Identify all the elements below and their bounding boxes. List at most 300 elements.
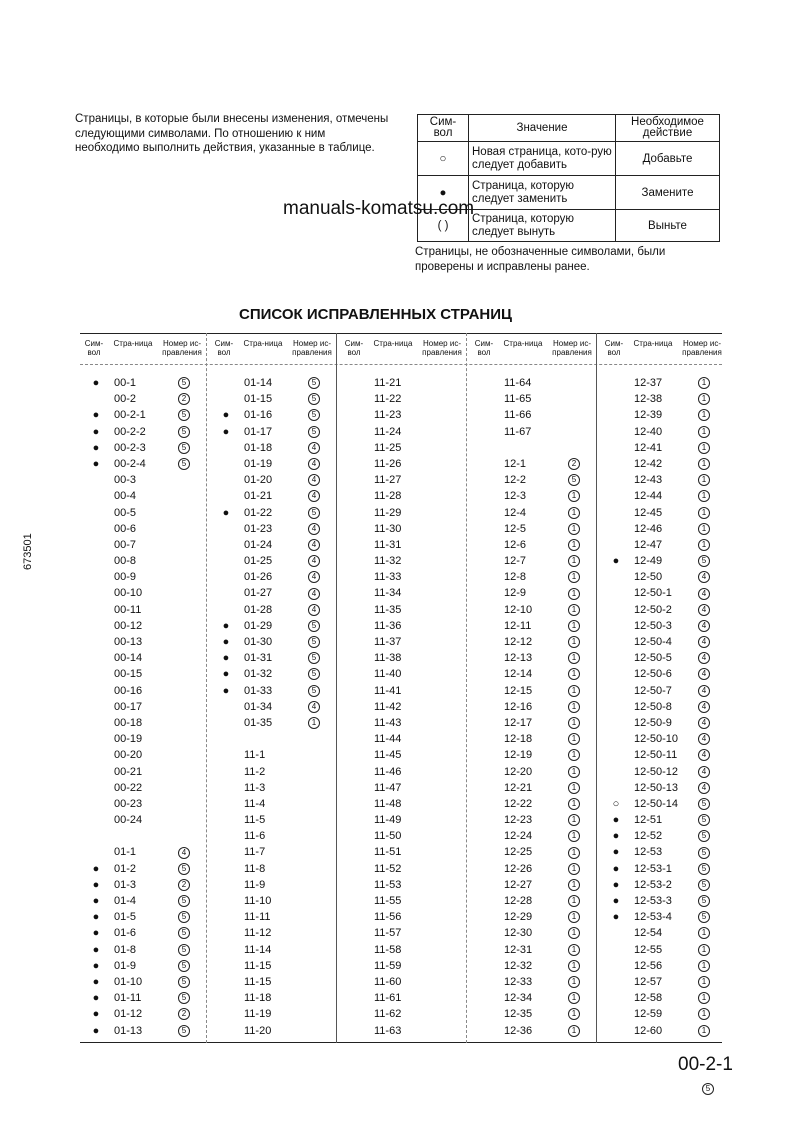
list-item (600, 553, 730, 569)
revision-number: 4 (694, 650, 714, 666)
page-code: 11-45 (374, 749, 402, 762)
page-code: 01-14 (244, 377, 273, 389)
revision-number: 1 (694, 925, 714, 941)
list-item (210, 812, 340, 828)
revision-number: 2 (564, 456, 584, 472)
column-header-symbol: Сим-вол (344, 339, 364, 357)
list-item (340, 683, 470, 699)
legend-header-meaning: Значение (469, 115, 616, 142)
list-item (340, 974, 470, 990)
list-item (340, 715, 470, 731)
page-code: 01-4 (114, 895, 137, 907)
page-code: 01-13 (114, 1024, 143, 1037)
list-item (80, 569, 210, 585)
page-code: 01-25 (244, 555, 273, 568)
revision-symbol: ● (92, 992, 100, 1005)
revision-number: 1 (564, 521, 584, 537)
page-code: 11-26 (374, 457, 402, 470)
revision-number: 5 (694, 909, 714, 925)
list-item (600, 925, 730, 941)
list-item (80, 828, 210, 844)
page-code: 11-57 (374, 927, 402, 940)
revision-number: 4 (694, 618, 714, 634)
list-item (210, 942, 340, 958)
list-item (210, 407, 340, 423)
revision-number: 4 (694, 585, 714, 601)
column-header-page: Стра-ница (373, 339, 413, 348)
revision-number: 1 (694, 537, 714, 553)
revision-number: 5 (174, 424, 194, 440)
symbol-legend-table (417, 114, 720, 242)
list-item (340, 1023, 470, 1039)
revision-number: 4 (694, 699, 714, 715)
page-code: 11-34 (374, 587, 402, 600)
list-item (600, 699, 730, 715)
revision-number: 1 (564, 990, 584, 1006)
page-code: 12-22 (504, 797, 533, 810)
list-item (470, 585, 600, 601)
page-code: 12-50-4 (634, 636, 672, 648)
list-item (340, 472, 470, 488)
list-item (340, 569, 470, 585)
revision-number: 1 (564, 683, 584, 699)
page-code: 11-9 (244, 878, 266, 891)
list-item (80, 650, 210, 666)
list-item (600, 747, 730, 763)
list-item (470, 844, 600, 860)
revision-number: 5 (174, 440, 194, 456)
list-item (210, 893, 340, 909)
list-item (210, 602, 340, 618)
list-item (80, 893, 210, 909)
list-item (600, 666, 730, 682)
revision-number: 5 (174, 925, 194, 941)
page-code: 12-27 (504, 878, 533, 891)
page-code: 12-50-9 (634, 716, 672, 729)
column-header-symbol: Сим-вол (604, 339, 624, 357)
list-item (600, 521, 730, 537)
revision-number: 4 (304, 537, 324, 553)
page-code: 12-16 (504, 700, 533, 713)
revision-number: 5 (304, 683, 324, 699)
revision-symbol: ● (222, 619, 230, 632)
page-code: 11-10 (244, 895, 272, 907)
page-code: 11-49 (374, 814, 402, 827)
page-code: 11-28 (374, 490, 402, 503)
page-code: 00-13 (114, 636, 143, 648)
page-code: 01-2 (114, 862, 137, 875)
page-code: 12-39 (634, 409, 663, 422)
page-code: 11-20 (244, 1024, 272, 1037)
revision-number: 5 (174, 958, 194, 974)
list-item (210, 780, 340, 796)
page-code: 11-31 (374, 538, 402, 551)
list-item (80, 521, 210, 537)
page-code: 12-29 (504, 911, 533, 924)
page-code: 01-35 (244, 716, 273, 729)
list-item (210, 650, 340, 666)
list-item (340, 699, 470, 715)
page-code: 12-50-10 (634, 733, 679, 746)
list-item (340, 925, 470, 941)
revision-number: 1 (564, 812, 584, 828)
list-item (80, 844, 210, 860)
list-item (600, 440, 730, 456)
list-item (340, 828, 470, 844)
page-code: 12-55 (634, 943, 663, 956)
page-code: 11-63 (374, 1024, 402, 1037)
list-item (80, 618, 210, 634)
list-item (210, 488, 340, 504)
list-item (600, 650, 730, 666)
list-item (470, 683, 600, 699)
page-code: 12-1 (504, 457, 527, 470)
list-item (340, 650, 470, 666)
revision-symbol: ● (92, 911, 100, 924)
page-code: 01-11 (114, 992, 142, 1005)
page-revision (702, 1080, 714, 1098)
list-item (340, 375, 470, 391)
page-code: 12-42 (634, 457, 663, 470)
list-item (210, 618, 340, 634)
list-column (80, 333, 210, 1043)
page-code: 11-30 (374, 522, 402, 535)
revision-number: 4 (694, 683, 714, 699)
column-header-rev: Номер ис-правления (682, 339, 722, 357)
list-item (340, 747, 470, 763)
page-code: 11-8 (244, 862, 266, 875)
page-code: 00-10 (114, 587, 143, 600)
page-code: 00-9 (114, 571, 137, 584)
page-code: 12-54 (634, 927, 663, 940)
page-revision-mark: 5 (702, 1083, 714, 1095)
revision-symbol: ● (92, 943, 100, 956)
list-item (80, 1023, 210, 1039)
page-code: 12-53-3 (634, 895, 672, 907)
page-code: 11-2 (244, 765, 266, 778)
revision-number: 1 (564, 747, 584, 763)
page-code: 00-2-3 (114, 441, 146, 454)
list-item (210, 731, 340, 747)
page-code: 00-20 (114, 749, 143, 762)
page-code: 11-6 (244, 830, 266, 843)
list-item (210, 521, 340, 537)
list-item (470, 375, 600, 391)
column-header-page: Стра-ница (503, 339, 543, 348)
revision-number: 4 (694, 780, 714, 796)
list-item (340, 780, 470, 796)
list-item (470, 488, 600, 504)
list-item (600, 942, 730, 958)
page-code: 01-32 (244, 668, 273, 681)
page-code: 00-2-4 (114, 457, 146, 470)
page-code: 00-16 (114, 684, 143, 697)
list-item (210, 472, 340, 488)
list-item (210, 925, 340, 941)
list-item (210, 861, 340, 877)
page-code: 00-15 (114, 668, 143, 681)
page-code: 12-49 (634, 555, 663, 568)
legend-symbol-replace: ● (418, 176, 469, 210)
list-item (600, 796, 730, 812)
list-item (80, 796, 210, 812)
list-item (210, 844, 340, 860)
page-code: 00-19 (114, 733, 143, 746)
revision-number: 1 (564, 650, 584, 666)
list-item (210, 553, 340, 569)
column-header-page: Стра-ница (243, 339, 283, 348)
list-item (80, 942, 210, 958)
revision-number: 1 (564, 505, 584, 521)
list-item (470, 440, 600, 456)
revision-number: 1 (694, 942, 714, 958)
revision-number: 5 (174, 909, 194, 925)
page-code: 01-6 (114, 927, 137, 940)
list-item (80, 683, 210, 699)
page-code: 12-23 (504, 814, 533, 827)
page-code: 11-5 (244, 814, 266, 827)
page-code: 00-21 (114, 765, 143, 778)
legend-action-remove: Выньте (616, 210, 720, 242)
list-item (470, 828, 600, 844)
page-code: 12-14 (504, 668, 533, 681)
list-item (340, 666, 470, 682)
page-code: 00-18 (114, 716, 143, 729)
revision-number: 1 (564, 634, 584, 650)
list-item (470, 634, 600, 650)
page-code: 01-3 (114, 878, 137, 891)
page-code: 12-31 (504, 943, 533, 956)
page-code: 00-22 (114, 781, 143, 794)
list-item (210, 1023, 340, 1039)
column-header-rev: Номер ис-правления (552, 339, 592, 357)
page-code: 11-66 (504, 409, 532, 422)
page-code: 01-26 (244, 571, 273, 584)
list-item (470, 553, 600, 569)
intro-text: Страницы, в которые были внесены изменения, отмечены следующими символами. По отношению к ним необходимо выполнить действия, указанные в таблице. (75, 113, 389, 154)
page-code: 12-53-4 (634, 911, 672, 924)
legend-symbol-new: ○ (418, 142, 469, 176)
page-code: 11-43 (374, 716, 402, 729)
list-item (340, 942, 470, 958)
revision-number: 4 (174, 844, 194, 860)
revision-number: 1 (564, 666, 584, 682)
list-item (80, 456, 210, 472)
list-item (600, 505, 730, 521)
page-code: 11-22 (374, 393, 402, 406)
page-code: 11-33 (374, 571, 402, 584)
list-item (210, 715, 340, 731)
list-item (600, 780, 730, 796)
list-item (80, 1006, 210, 1022)
page-code: 12-46 (634, 522, 663, 535)
list-item (210, 699, 340, 715)
revision-number: 1 (564, 537, 584, 553)
revision-number: 1 (564, 796, 584, 812)
column-header-symbol: Сим-вол (84, 339, 104, 357)
page-code: 01-10 (114, 975, 143, 988)
page-code: 00-12 (114, 619, 143, 632)
revision-number: 1 (564, 942, 584, 958)
revision-symbol: ● (92, 975, 100, 988)
page-code: 11-62 (374, 1008, 402, 1021)
revision-number: 5 (304, 618, 324, 634)
revision-number: 1 (564, 699, 584, 715)
list-item (340, 585, 470, 601)
revision-symbol: ● (92, 409, 100, 422)
list-item (340, 391, 470, 407)
page-code: 12-56 (634, 959, 663, 972)
list-item (80, 505, 210, 521)
page-code: 12-25 (504, 846, 533, 859)
page-code: 12-6 (504, 538, 527, 551)
revision-number: 1 (694, 505, 714, 521)
revision-number: 5 (174, 974, 194, 990)
list-item (340, 796, 470, 812)
page-code: 12-12 (504, 636, 533, 648)
page-code: 00-7 (114, 538, 137, 551)
page-code: 00-8 (114, 555, 137, 568)
list-item (470, 407, 600, 423)
revision-number: 1 (694, 974, 714, 990)
revision-number: 1 (564, 553, 584, 569)
page-code: 12-41 (634, 441, 663, 454)
list-item (470, 666, 600, 682)
list-item (340, 553, 470, 569)
page-code: 01-23 (244, 522, 273, 535)
revision-number: 1 (564, 569, 584, 585)
list-item (340, 505, 470, 521)
list-item (340, 764, 470, 780)
list-item (600, 602, 730, 618)
list-item (470, 877, 600, 893)
column-header-rev: Номер ис-правления (292, 339, 332, 357)
page-code: 11-53 (374, 878, 402, 891)
page-code: 12-35 (504, 1008, 533, 1021)
revision-number: 1 (694, 1006, 714, 1022)
page-code: 12-11 (504, 619, 532, 632)
page-code: 12-24 (504, 830, 533, 843)
page-code: 01-5 (114, 911, 137, 924)
page-code: 12-52 (634, 830, 663, 843)
revision-number: 1 (564, 861, 584, 877)
list-item (340, 844, 470, 860)
revision-number: 1 (564, 585, 584, 601)
revision-number: 5 (304, 391, 324, 407)
page-code: 01-33 (244, 684, 273, 697)
revision-symbol: ● (92, 377, 100, 389)
list-item (210, 747, 340, 763)
list-item (600, 488, 730, 504)
page-code: 11-25 (374, 441, 402, 454)
revision-number: 1 (564, 618, 584, 634)
list-item (600, 974, 730, 990)
page-code: 11-38 (374, 652, 402, 665)
list-item (210, 877, 340, 893)
list-item (470, 602, 600, 618)
list-item (470, 537, 600, 553)
revision-symbol: ● (92, 895, 100, 907)
page-code: 12-7 (504, 555, 527, 568)
revision-number: 1 (304, 715, 324, 731)
revision-number: 1 (564, 1023, 584, 1039)
list-item (470, 731, 600, 747)
list-item (600, 391, 730, 407)
page-code: 00-14 (114, 652, 143, 665)
revision-number: 1 (564, 909, 584, 925)
revision-number: 4 (304, 456, 324, 472)
page-code: 01-8 (114, 943, 137, 956)
list-item (80, 747, 210, 763)
revision-symbol: ● (222, 652, 230, 665)
list-item (210, 1006, 340, 1022)
list-item (600, 844, 730, 860)
revision-number: 5 (304, 424, 324, 440)
list-item (340, 424, 470, 440)
revision-number: 4 (694, 715, 714, 731)
page-code: 12-43 (634, 474, 663, 487)
page-code: 12-3 (504, 490, 527, 503)
list-item (80, 553, 210, 569)
revision-number: 4 (304, 440, 324, 456)
list-item (600, 909, 730, 925)
page-code: 01-34 (244, 700, 273, 713)
list-item (340, 440, 470, 456)
revision-number: 1 (564, 844, 584, 860)
page-code: 11-21 (374, 377, 402, 389)
revision-symbol: ● (612, 862, 620, 875)
watermark: manuals-komatsu.com (283, 198, 475, 219)
revision-number: 4 (304, 521, 324, 537)
page-code: 01-24 (244, 538, 273, 551)
revision-symbol: ● (612, 895, 620, 907)
list-item (80, 861, 210, 877)
list-item (600, 731, 730, 747)
page-code: 12-20 (504, 765, 533, 778)
column-header-symbol: Сим-вол (214, 339, 234, 357)
list-item (470, 456, 600, 472)
list-item (210, 634, 340, 650)
list-item (600, 537, 730, 553)
page-code: 00-6 (114, 522, 137, 535)
revision-number: 4 (304, 699, 324, 715)
revision-number: 4 (304, 602, 324, 618)
list-item (470, 812, 600, 828)
document-code: 673501 (22, 533, 34, 570)
page-code: 11-35 (374, 603, 402, 616)
list-item (80, 375, 210, 391)
page-code: 00-2 (114, 393, 137, 406)
page-code: 11-27 (374, 474, 402, 487)
page-code: 12-50-3 (634, 619, 672, 632)
page-code: 12-58 (634, 992, 663, 1005)
list-item (470, 505, 600, 521)
list-item (80, 780, 210, 796)
revision-number: 5 (304, 505, 324, 521)
page-code: 12-21 (504, 781, 533, 794)
page-code: 12-17 (504, 716, 533, 729)
page-code: 12-50-5 (634, 652, 672, 665)
page-code: 12-18 (504, 733, 533, 746)
page-code: 12-33 (504, 975, 533, 988)
list-item (80, 974, 210, 990)
list-item (470, 521, 600, 537)
page-code: 11-65 (504, 393, 532, 406)
list-item (470, 618, 600, 634)
page-code: 11-40 (374, 668, 402, 681)
list-item (80, 812, 210, 828)
revision-symbol: ● (612, 814, 620, 827)
